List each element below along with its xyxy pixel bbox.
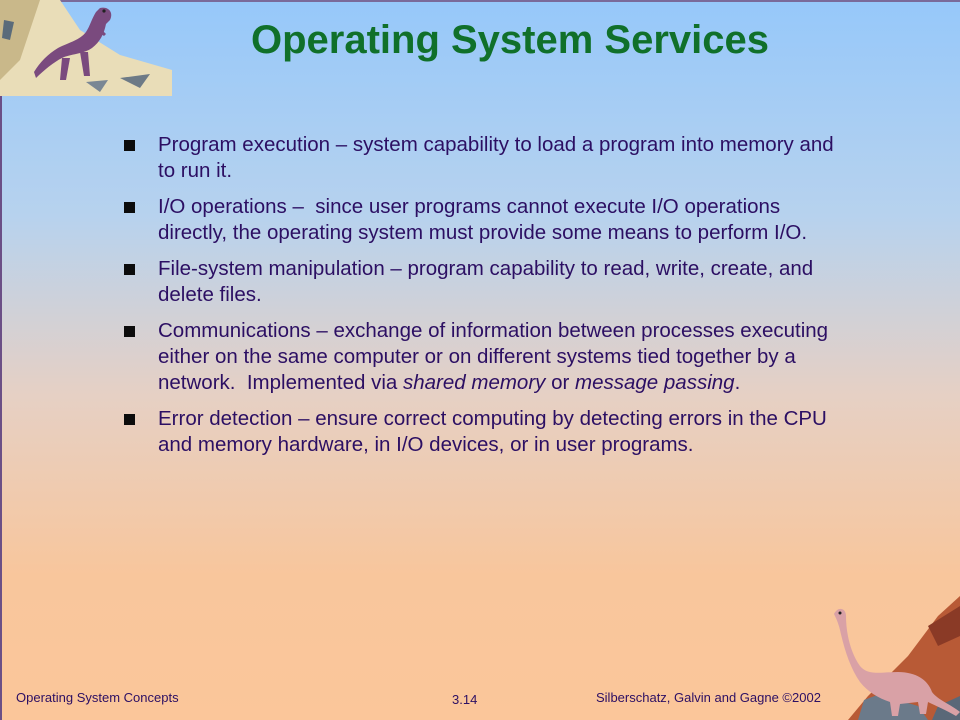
bullet-text: ensure correct computing by detecting errors in the CPU and memory hardware, in I/O devices, or in user programs. — [158, 407, 827, 456]
bullet-label: File-system manipulation — [158, 257, 385, 280]
bullet-item — [122, 318, 842, 396]
bullet-text: since user programs cannot execute I/O operations directly, the operating system must provide some means to perform I/O. — [158, 195, 808, 244]
slide-border-left — [0, 0, 2, 720]
bullet-separator: – — [310, 319, 334, 342]
bullet-emphasis: message passing — [575, 371, 735, 394]
footer-slide-number: 3.14 — [452, 692, 478, 707]
bullet-label: Error detection — [158, 407, 293, 430]
brontosaurus-icon — [828, 596, 960, 720]
square-bullet-icon — [124, 326, 135, 337]
bullet-text: . — [734, 371, 741, 394]
bullet-text: exchange of information between processes executing either on the same computer or on different systems tied together by a network. Implemented via — [158, 319, 834, 394]
bullet-separator: – — [292, 407, 316, 430]
bullet-text: system capability to load a program into memory and to run it. — [158, 133, 834, 182]
bullet-separator: – — [330, 133, 353, 156]
bullet-item — [122, 256, 842, 308]
square-bullet-icon — [124, 264, 135, 275]
bullet-separator: – — [384, 257, 408, 280]
bullet-separator: – — [286, 195, 316, 218]
square-bullet-icon — [124, 140, 135, 151]
bullet-label: I/O operations — [158, 195, 287, 218]
bullet-label: Communications — [158, 319, 311, 342]
bullet-text: or — [545, 371, 576, 394]
bullet-item — [122, 406, 842, 458]
bullet-emphasis: shared memory — [402, 371, 546, 394]
slide-title: Operating System Services — [250, 18, 770, 62]
square-bullet-icon — [124, 414, 135, 425]
bullet-item — [122, 132, 842, 184]
footer-copyright: Silberschatz, Galvin and Gagne ©2002 — [596, 690, 821, 705]
footer-course-title: Operating System Concepts — [16, 690, 179, 705]
bullet-label: Program execution — [158, 133, 331, 156]
bullet-item — [122, 194, 842, 246]
bullet-list — [122, 132, 842, 468]
tyrannosaurus-icon — [0, 0, 178, 100]
square-bullet-icon — [124, 202, 135, 213]
bullet-text: program capability to read, write, create, and delete files. — [158, 257, 814, 306]
